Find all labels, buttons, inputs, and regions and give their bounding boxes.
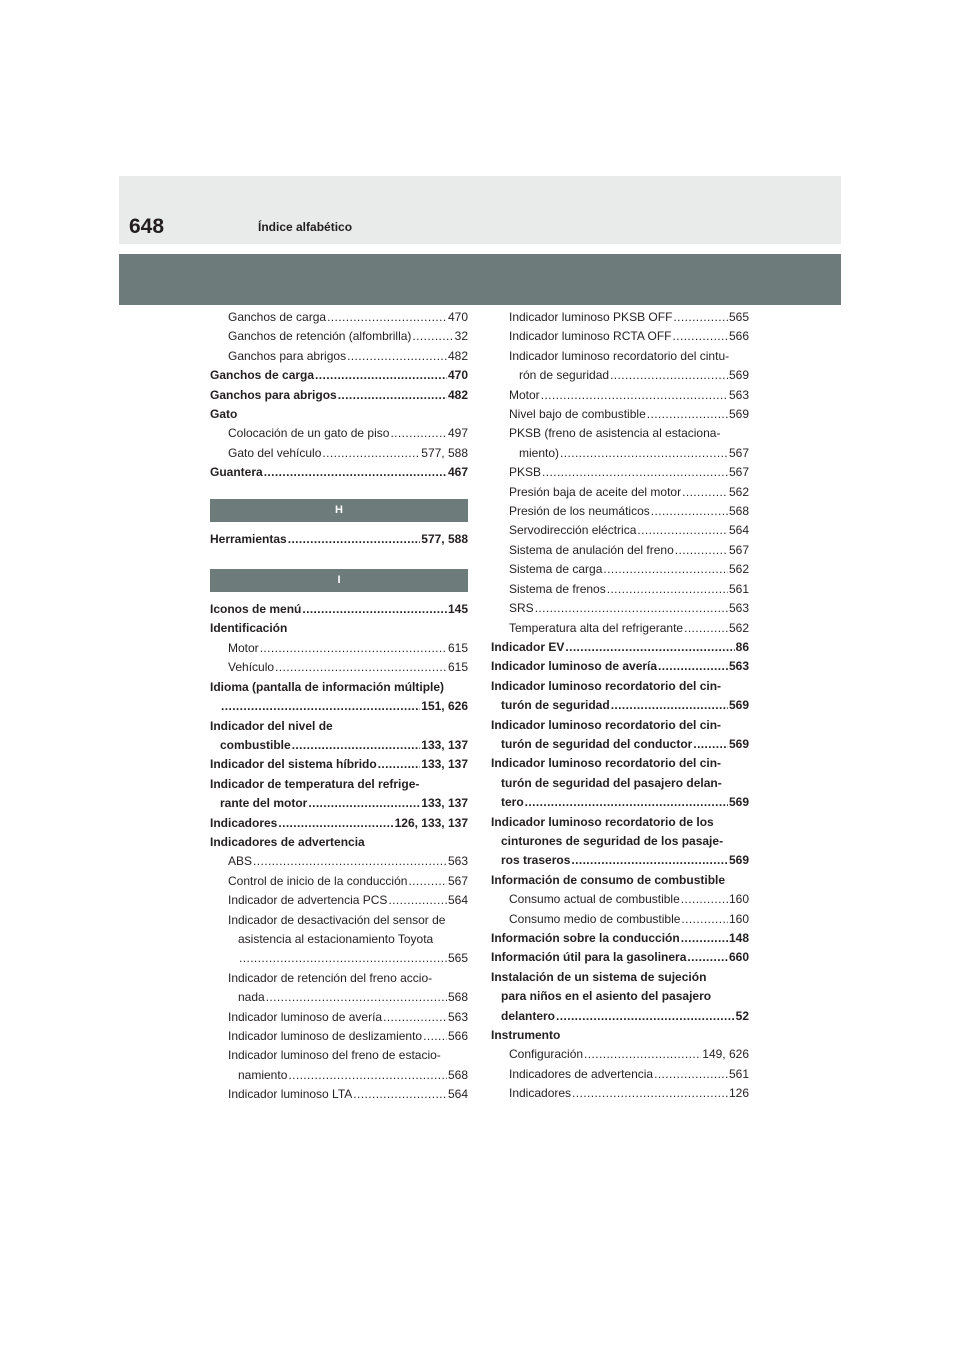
index-entry: ros traseros ..... 569 bbox=[491, 851, 749, 870]
index-column-left bbox=[210, 308, 468, 1105]
index-entry: delantero ..... 52 bbox=[491, 1007, 749, 1026]
index-entry: ..... 565 bbox=[210, 949, 468, 968]
index-entry: Información sobre la conducción ..... 148 bbox=[491, 929, 749, 948]
index-entry: Control de inicio de la conducción ..... 567 bbox=[210, 872, 468, 891]
index-entry: rante del motor ..... 133, 137 bbox=[210, 794, 468, 813]
header-band bbox=[119, 254, 841, 305]
index-heading: Identificación bbox=[210, 621, 288, 636]
index-entry: nada ..... 568 bbox=[210, 988, 468, 1007]
index-entry: ABS ..... 563 bbox=[210, 852, 468, 871]
index-entry: miento) ..... 567 bbox=[491, 444, 749, 463]
index-entry: Ganchos de retención (alfombrilla) ..... 32 bbox=[210, 327, 468, 346]
index-entry: Nivel bajo de combustible ..... 569 bbox=[491, 405, 749, 424]
index-entry: Indicador luminoso PKSB OFF ..... 565 bbox=[491, 308, 749, 327]
index-entry: Motor ..... 615 bbox=[210, 639, 468, 658]
index-entry: turón de seguridad ..... 569 bbox=[491, 696, 749, 715]
index-heading: para niños en el asiento del pasajero bbox=[501, 989, 712, 1004]
index-entry: Ganchos de carga ..... 470 bbox=[210, 308, 468, 327]
index-entry: Indicador luminoso RCTA OFF ..... 566 bbox=[491, 327, 749, 346]
index-heading: Indicador del nivel de bbox=[210, 718, 333, 733]
index-entry: Indicador luminoso de avería ..... 563 bbox=[491, 657, 749, 676]
index-text: asistencia al estacionamiento Toyota bbox=[238, 931, 434, 946]
index-entry: Información útil para la gasolinera ..... 660 bbox=[491, 948, 749, 967]
index-entry: Ganchos de carga ..... 470 bbox=[210, 366, 468, 385]
index-entry: combustible ..... 133, 137 bbox=[210, 736, 468, 755]
section-title: Índice alfabético bbox=[258, 220, 353, 234]
index-entry: Herramientas ..... 577, 588 bbox=[210, 530, 468, 549]
index-entry: Guantera ..... 467 bbox=[210, 463, 468, 482]
index-entry: Indicador EV ..... 86 bbox=[491, 638, 749, 657]
index-entry: Presión de los neumáticos ..... 568 bbox=[491, 502, 749, 521]
index-entry: Indicadores ..... 126, 133, 137 bbox=[210, 814, 468, 833]
index-entry: namiento ..... 568 bbox=[210, 1066, 468, 1085]
index-heading: Indicador luminoso recordatorio del cin- bbox=[491, 756, 722, 771]
index-entry: SRS ..... 563 bbox=[491, 599, 749, 618]
index-heading: Gato bbox=[210, 407, 238, 422]
index-heading: Indicador luminoso recordatorio de los bbox=[491, 814, 714, 829]
index-entry: Presión baja de aceite del motor ..... 562 bbox=[491, 483, 749, 502]
index-entry: Consumo medio de combustible ..... 160 bbox=[491, 910, 749, 929]
index-entry: Consumo actual de combustible ..... 160 bbox=[491, 890, 749, 909]
index-entry: rón de seguridad ..... 569 bbox=[491, 366, 749, 385]
index-heading: Indicador luminoso recordatorio del cin- bbox=[491, 678, 722, 693]
index-entry: Indicador luminoso de deslizamiento ..... 566 bbox=[210, 1027, 468, 1046]
index-entry: Ganchos para abrigos ..... 482 bbox=[210, 386, 468, 405]
index-heading: Información de consumo de combustible bbox=[491, 872, 726, 887]
index-entry: Indicador luminoso de avería ..... 563 bbox=[210, 1008, 468, 1027]
index-entry: Gato del vehículo ..... 577, 588 bbox=[210, 444, 468, 463]
index-entry: turón de seguridad del conductor ..... 569 bbox=[491, 735, 749, 754]
index-entry: Sistema de anulación del freno ..... 567 bbox=[491, 541, 749, 560]
index-entry: ..... 151, 626 bbox=[210, 697, 468, 716]
index-entry: Indicador del sistema híbrido ..... 133, 137 bbox=[210, 755, 468, 774]
index-entry: Ganchos para abrigos ..... 482 bbox=[210, 347, 468, 366]
index-heading: turón de seguridad del pasajero delan- bbox=[501, 775, 722, 790]
index-text: Indicador de desactivación del sensor de bbox=[228, 912, 446, 927]
index-text: Indicador luminoso del freno de estacio- bbox=[228, 1048, 441, 1063]
index-entry: Indicadores de advertencia ..... 561 bbox=[491, 1065, 749, 1084]
index-heading: Indicador de temperatura del refrige- bbox=[210, 776, 420, 791]
index-entry: Indicador luminoso LTA ..... 564 bbox=[210, 1085, 468, 1104]
letter-section-h: H bbox=[210, 499, 468, 522]
index-entry: Sistema de carga ..... 562 bbox=[491, 560, 749, 579]
index-heading: Idioma (pantalla de información múltiple) bbox=[210, 679, 445, 694]
index-heading: Indicadores de advertencia bbox=[210, 834, 365, 849]
index-heading: Instrumento bbox=[491, 1028, 561, 1043]
letter-section-i: I bbox=[210, 569, 468, 592]
index-entry: Colocación de un gato de piso ..... 497 bbox=[210, 424, 468, 443]
index-entry: Configuración ..... 149, 626 bbox=[491, 1045, 749, 1064]
index-entry: Sistema de frenos ..... 561 bbox=[491, 580, 749, 599]
index-entry: PKSB ..... 567 bbox=[491, 463, 749, 482]
index-text: PKSB (freno de asistencia al estaciona- bbox=[509, 426, 721, 441]
index-entry: Vehículo ..... 615 bbox=[210, 658, 468, 677]
index-entry: Indicador de advertencia PCS ..... 564 bbox=[210, 891, 468, 910]
index-heading: Indicador luminoso recordatorio del cin- bbox=[491, 717, 722, 732]
index-entry: Motor ..... 563 bbox=[491, 386, 749, 405]
index-column-right bbox=[491, 308, 749, 1104]
index-heading: Instalación de un sistema de sujeción bbox=[491, 969, 707, 984]
index-entry: Indicadores ..... 126 bbox=[491, 1084, 749, 1103]
index-heading: cinturones de seguridad de los pasaje- bbox=[501, 833, 724, 848]
index-text: Indicador luminoso recordatorio del cintu- bbox=[509, 348, 730, 363]
index-entry: tero ..... 569 bbox=[491, 793, 749, 812]
page-number: 648 bbox=[129, 215, 165, 238]
page-header bbox=[119, 176, 841, 244]
index-entry: Temperatura alta del refrigerante ..... 562 bbox=[491, 619, 749, 638]
index-text: Indicador de retención del freno accio- bbox=[228, 970, 433, 985]
index-entry: Servodirección eléctrica ..... 564 bbox=[491, 521, 749, 540]
index-entry: Iconos de menú ..... 145 bbox=[210, 600, 468, 619]
